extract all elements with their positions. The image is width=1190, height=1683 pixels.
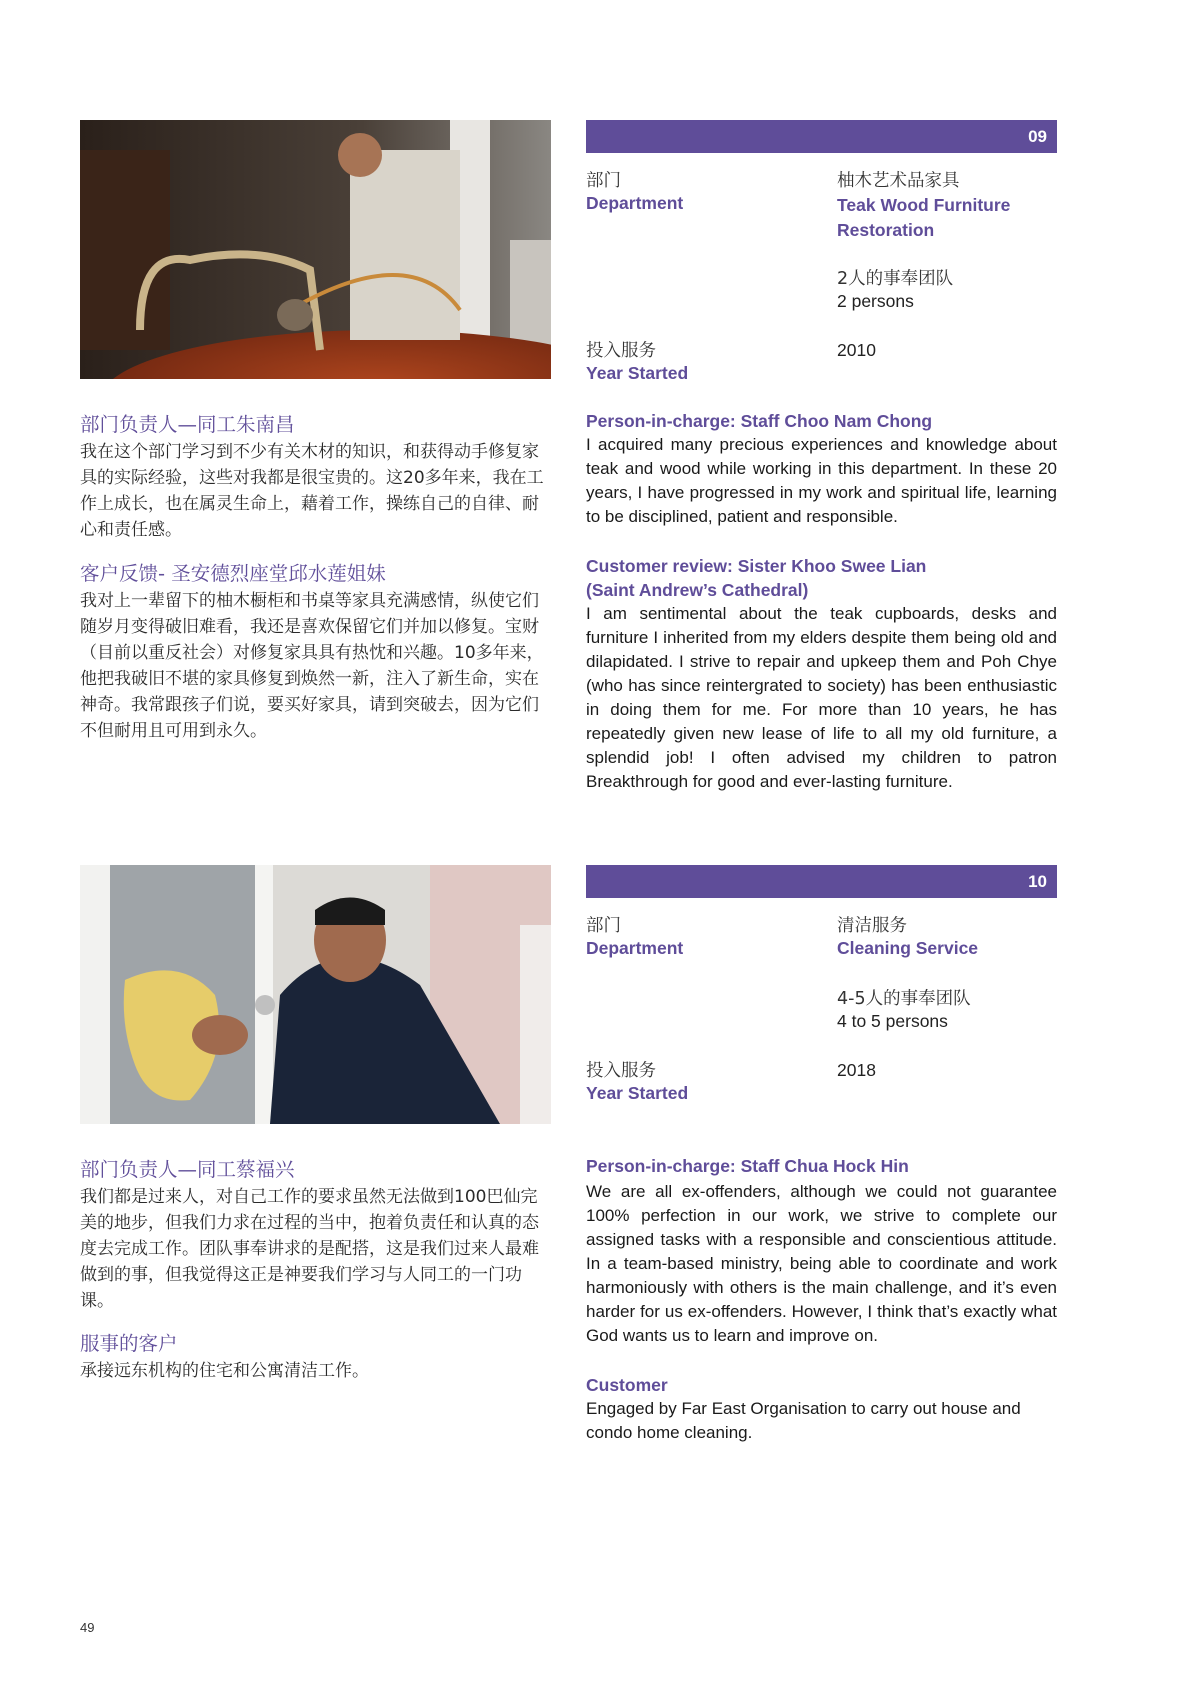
dept-label-en: Department — [586, 938, 684, 958]
year-value: 2010 — [837, 340, 876, 360]
cleaning-photo-image — [80, 865, 551, 1124]
photo-cleaning-service — [80, 865, 551, 1124]
person-in-charge-body-en: We are all ex-offenders, although we could not guarantee 100% perfection in our work, we strive to complete our assigned tasks with a responsible and conscientious attitude. In a team-based ministry, being able to coordinate and work harmoniously with others is the main challenge, and it’s even harder for us ex-offenders. However, I think that’s exactly what God wants us to learn and improve on. — [586, 1182, 1057, 1345]
person-in-charge-heading-zh: 部门负责人—同工蔡福兴 — [80, 1158, 295, 1181]
team-size-en: 2 persons — [837, 291, 914, 311]
dept-value-en: Teak Wood Furniture Restoration — [837, 195, 1011, 240]
year-label-zh: 投入服务 — [586, 1061, 656, 1081]
dept-value-en: Cleaning Service — [837, 938, 979, 958]
team-size-en: 4 to 5 persons — [837, 1011, 948, 1031]
customer-body-en: Engaged by Far East Organisation to carry out house and condo home cleaning. — [586, 1399, 1021, 1442]
person-in-charge-heading-en: Person-in-charge: Staff Choo Nam Chong — [586, 411, 933, 431]
customer-review-heading-en: Customer review: Sister Khoo Swee Lian (Saint Andrew’s Cathedral) — [586, 556, 927, 600]
person-in-charge-body-zh: 我们都是过来人，对自己工作的要求虽然无法做到100巴仙完美的地步，但我们力求在过程的当中，抱着负责任和认真的态度去完成工作。团队事奉讲求的是配搭，这是我们过来人最难做到的事，但我觉得这正是神要我们学习与人同工的一门功课。 — [80, 1187, 539, 1311]
customer-heading-zh: 服事的客户 — [80, 1332, 178, 1355]
year-value: 2018 — [837, 1060, 876, 1080]
person-in-charge-body-zh: 我在这个部门学习到不少有关木材的知识，和获得动手修复家具的实际经验，这些对我都是很宝贵的。这20多年来，我在工作上成长，也在属灵生命上，藉着工作，操练自己的自律、耐心和责任感。 — [80, 442, 544, 540]
person-in-charge-heading-en: Person-in-charge: Staff Chua Hock Hin — [586, 1156, 909, 1176]
year-label-en: Year Started — [586, 1083, 689, 1103]
section-number: 10 — [1028, 872, 1047, 891]
team-size-zh: 2人的事奉团队 — [837, 269, 954, 289]
section-number: 09 — [1028, 127, 1047, 146]
customer-review-heading-zh: 客户反馈- 圣安德烈座堂邱水莲姐妹 — [80, 562, 386, 585]
year-label-en: Year Started — [586, 363, 689, 383]
photo-furniture-restoration — [80, 120, 551, 379]
dept-value-zh: 清洁服务 — [837, 916, 907, 936]
dept-value-zh: 柚木艺术品家具 — [837, 171, 960, 191]
person-in-charge-heading-zh: 部门负责人—同工朱南昌 — [80, 413, 295, 436]
customer-review-body-zh: 我对上一辈留下的柚木橱柜和书桌等家具充满感情，纵使它们随岁月变得破旧难看，我还是喜欢保留它们并加以修复。宝财（目前以重反社会）对修复家具具有热忱和兴趣。10多年来，他把我破旧不堪的家具修复到焕然一新，注入了新生命，实在神奇。我常跟孩子们说，要买好家具，请到突破去，因为它们不但耐用且可用到永久。 — [80, 591, 544, 741]
customer-body-zh: 承接远东机构的住宅和公寓清洁工作。 — [80, 1361, 369, 1381]
page-number: 49 — [80, 1620, 95, 1635]
customer-review-body-en: I am sentimental about the teak cupboards, desks and furniture I inherited from my elders despite them being old and dilapidated. I strive to repair and upkeep them and Poh Chye (who has since reintergrated to society) has been enthusiastic in doing them for me. For more than 10 years, he has repeatedly given new lease of life to all my old furniture, a splendid job! I often advised my children to patron Breakthrough for good and ever-lasting furniture. — [586, 604, 1057, 791]
dept-label-zh: 部门 — [586, 916, 621, 936]
furniture-photo-image — [80, 120, 551, 379]
section-number-bar — [586, 120, 1057, 153]
dept-label-en: Department — [586, 193, 684, 213]
section-number-bar — [586, 865, 1057, 898]
team-size-zh: 4-5人的事奉团队 — [837, 989, 971, 1009]
dept-label-zh: 部门 — [586, 171, 621, 191]
person-in-charge-body-en: I acquired many precious experiences and knowledge about teak and wood while working in this department. In these 20 years, I have progressed in my work and spiritual life, learning to be disciplined, patient and responsible. — [586, 435, 1057, 526]
customer-heading-en: Customer — [586, 1375, 668, 1395]
year-label-zh: 投入服务 — [586, 341, 656, 361]
